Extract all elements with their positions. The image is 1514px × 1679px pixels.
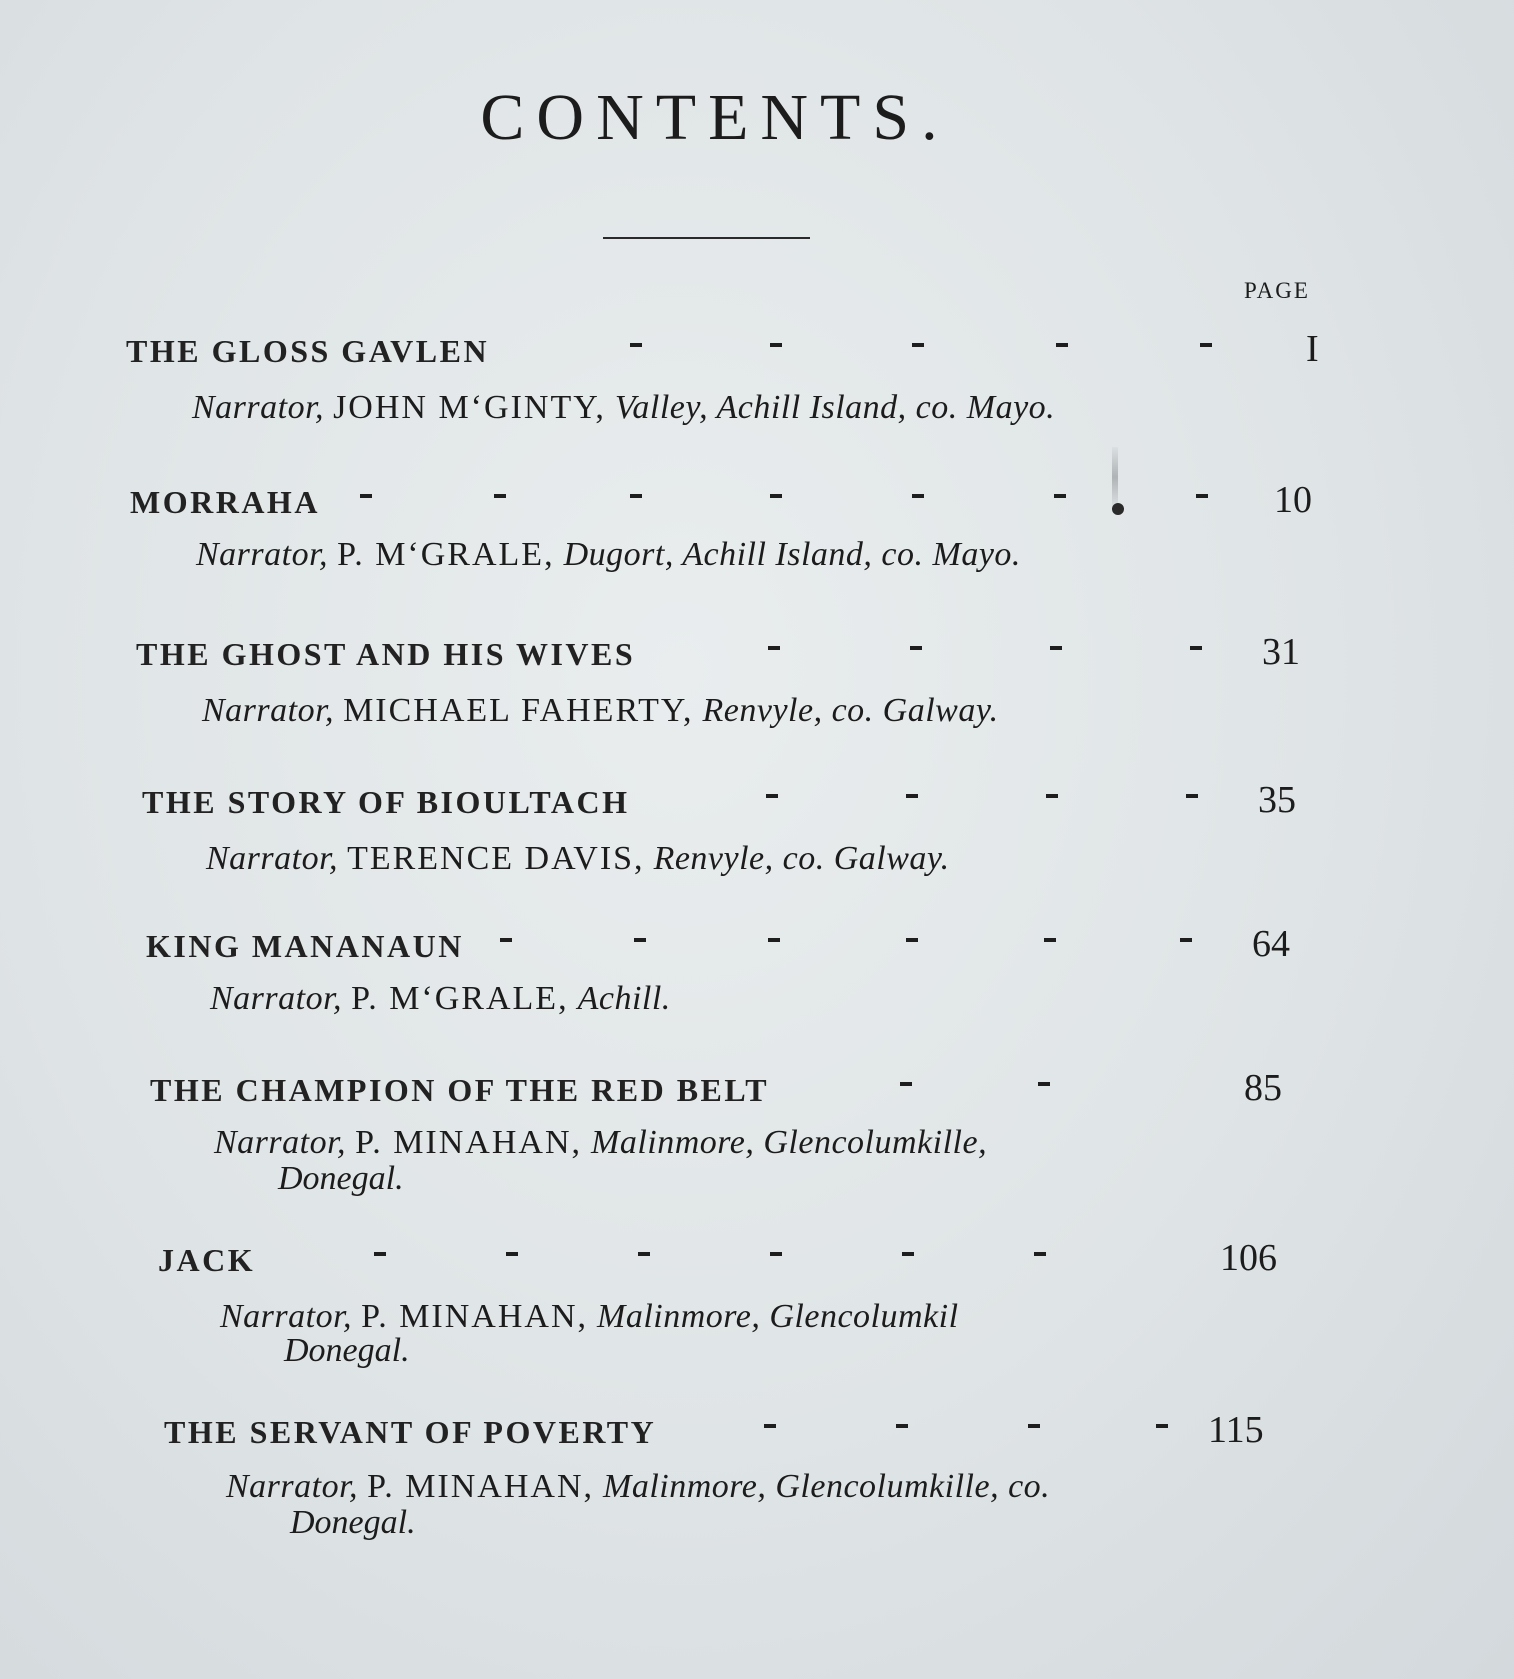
narrator-name: MICHAEL FAHERTY, [343, 692, 694, 729]
narrator-name: P. M‘GRALE, [351, 980, 569, 1017]
leader-dash [1056, 343, 1068, 347]
entry-title: KING MANANAUN [146, 928, 464, 964]
narrator-label: Narrator, [226, 1468, 359, 1505]
narrator-name: TERENCE DAVIS, [347, 840, 645, 877]
leader-dash [900, 1082, 912, 1086]
entry-title: THE GHOST AND HIS WIVES [136, 636, 636, 672]
narrator-location: Renvyle, co. Galway. [702, 692, 999, 729]
narrator-location: Achill. [577, 980, 671, 1017]
entry-title: THE SERVANT OF POVERTY [164, 1414, 657, 1450]
leader-dash [1050, 646, 1062, 650]
narrator-label: Narrator, [214, 1124, 347, 1161]
narrator-location-continued: Donegal. [284, 1332, 410, 1369]
leader-dash [1046, 794, 1058, 798]
leader-dash [634, 938, 646, 942]
entry-title: THE STORY OF BIOULTACH [142, 784, 630, 820]
narrator-line [210, 980, 671, 1018]
leader-dash [906, 794, 918, 798]
entry-title: THE CHAMPION OF THE RED BELT [150, 1072, 770, 1108]
narrator-line [192, 389, 1055, 427]
leader-dash [912, 343, 924, 347]
narrator-location: Malinmore, Glencolumkille, co. [603, 1468, 1051, 1505]
leader-dash [630, 494, 642, 498]
ink-smudge [1112, 447, 1118, 507]
leader-dash [1034, 1252, 1046, 1256]
leader-dash [1044, 938, 1056, 942]
narrator-location-continued: Donegal. [290, 1504, 416, 1541]
narrator-location: Renvyle, co. Galway. [653, 840, 950, 877]
narrator-line [202, 692, 999, 730]
narrator-location: Dugort, Achill Island, co. Mayo. [563, 536, 1021, 573]
entry-page-number: 35 [1258, 779, 1296, 821]
narrator-label: Narrator, [192, 389, 325, 426]
leader-dash [768, 646, 780, 650]
leader-dash [500, 938, 512, 942]
leader-dash [630, 343, 642, 347]
leader-dash [638, 1252, 650, 1256]
narrator-location: Valley, Achill Island, co. Mayo. [614, 389, 1056, 426]
entry-page-number: 115 [1208, 1409, 1264, 1451]
leader-dash [1156, 1424, 1168, 1428]
leader-dash [1180, 938, 1192, 942]
leader-dash [1190, 646, 1202, 650]
narrator-name: P. MINAHAN, [367, 1468, 595, 1505]
leader-dash [902, 1252, 914, 1256]
narrator-label: Narrator, [220, 1298, 353, 1335]
narrator-line [226, 1468, 1050, 1506]
leader-dash [770, 1252, 782, 1256]
narrator-label: Narrator, [196, 536, 329, 573]
leader-dash [360, 494, 372, 498]
leader-dash [1186, 794, 1198, 798]
leader-dash [770, 343, 782, 347]
entry-title: THE GLOSS GAVLEN [126, 333, 490, 369]
narrator-label: Narrator, [210, 980, 343, 1017]
narrator-name: P. M‘GRALE, [337, 536, 555, 573]
leader-dash [374, 1252, 386, 1256]
leader-dash [1200, 343, 1212, 347]
page-column-heading: PAGE [1244, 278, 1310, 303]
narrator-label: Narrator, [202, 692, 335, 729]
entry-page-number: 106 [1220, 1237, 1277, 1279]
ink-dot [1112, 503, 1124, 515]
leader-dash [906, 938, 918, 942]
leader-dash [1054, 494, 1066, 498]
narrator-line [214, 1124, 987, 1162]
narrator-name: JOHN M‘GINTY, [333, 389, 606, 426]
narrator-location: Malinmore, Glencolumkil [597, 1298, 959, 1335]
narrator-line [206, 840, 950, 878]
leader-dash [1196, 494, 1208, 498]
leader-dash [1028, 1424, 1040, 1428]
narrator-line [196, 536, 1021, 574]
narrator-location-continued: Donegal. [278, 1160, 404, 1197]
leader-dash [912, 494, 924, 498]
narrator-line [220, 1298, 959, 1336]
narrator-label: Narrator, [206, 840, 339, 877]
entry-page-number: 64 [1252, 923, 1290, 965]
entry-page-number: 31 [1262, 631, 1300, 673]
leader-dash [770, 494, 782, 498]
leader-dash [768, 938, 780, 942]
entry-title: JACK [158, 1242, 256, 1278]
entry-title: MORRAHA [130, 484, 320, 520]
leader-dash [764, 1424, 776, 1428]
leader-dash [910, 646, 922, 650]
title-rule [603, 237, 810, 239]
entry-page-number: 10 [1274, 479, 1312, 521]
leader-dash [1038, 1082, 1050, 1086]
page-title: CONTENTS. [480, 81, 950, 154]
narrator-name: P. MINAHAN, [361, 1298, 589, 1335]
entry-page-number: 85 [1244, 1067, 1282, 1109]
entry-page-number: I [1306, 328, 1319, 370]
narrator-name: P. MINAHAN, [355, 1124, 583, 1161]
leader-dash [506, 1252, 518, 1256]
leader-dash [766, 794, 778, 798]
narrator-location: Malinmore, Glencolumkille, [591, 1124, 988, 1161]
leader-dash [494, 494, 506, 498]
leader-dash [896, 1424, 908, 1428]
